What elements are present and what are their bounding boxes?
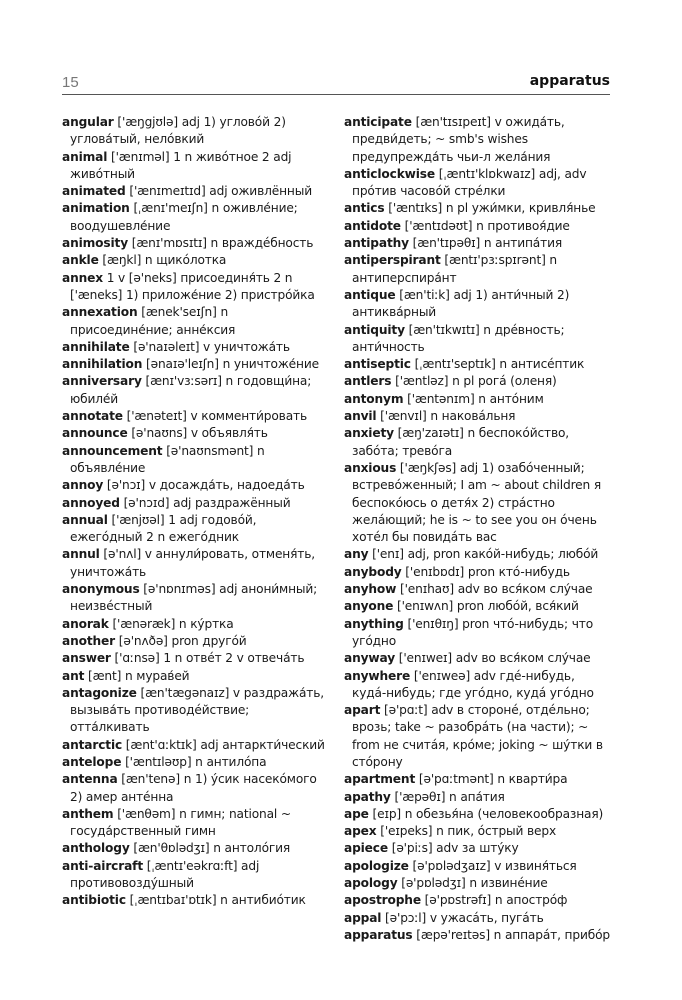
entry-headword: antagonize xyxy=(62,685,137,700)
entry-headword: announcement xyxy=(62,443,163,458)
entry-transcription: [æn'tɪpəθɪ] xyxy=(408,236,481,251)
entry-definition: adj оживлённый xyxy=(205,184,312,199)
entry-definition: 1 n отвéт 2 v отвеча́ть xyxy=(159,651,305,666)
entry-transcription: [ə'pɑːt] xyxy=(380,703,428,718)
entry-headword: apartment xyxy=(344,772,416,787)
entry-transcription: ['æntənɪm] xyxy=(403,391,475,406)
entry-definition: n уничтоже́ние xyxy=(218,357,319,372)
dictionary-entry xyxy=(62,408,328,425)
entry-headword: annul xyxy=(62,547,100,562)
entry-headword: anyone xyxy=(344,599,394,614)
dictionary-entry xyxy=(344,668,610,703)
dictionary-entry xyxy=(344,460,610,546)
dictionary-entry xyxy=(62,183,328,200)
dictionary-entry xyxy=(344,892,610,909)
entry-headword: annihilate xyxy=(62,339,130,354)
entry-transcription: ['ænəræk] xyxy=(108,616,176,631)
entry-transcription: [ə'nɔɪ] xyxy=(103,478,146,493)
entry-definition: n антисéптик xyxy=(495,357,585,372)
entry-headword: anywhere xyxy=(344,668,411,683)
entry-headword: ape xyxy=(344,806,369,821)
entry-definition: n pl рогá (оленя) xyxy=(448,374,557,389)
dictionary-entry xyxy=(344,789,610,806)
entry-headword: anvil xyxy=(344,409,377,424)
entry-definition: v раздража́ть, вызыва́ть противодéйствие; отта́лкивать xyxy=(70,685,324,735)
dictionary-entry xyxy=(344,252,610,287)
entry-headword: antidote xyxy=(344,218,401,233)
entry-transcription: ['ænθəm] xyxy=(113,806,176,821)
entry-transcription: [æn'tɪsɪpeɪt] xyxy=(411,115,491,129)
entry-definition: n антибиóтик xyxy=(216,893,306,908)
dictionary-entry xyxy=(62,339,328,356)
dictionary-entry xyxy=(62,356,328,373)
entry-definition: adv во вся́ком слу́чае xyxy=(453,582,593,597)
entry-headword: answer xyxy=(62,651,111,666)
entry-headword: antiperspirant xyxy=(344,253,441,268)
entry-transcription: ['æntləz] xyxy=(391,374,449,389)
entry-headword: annoyed xyxy=(62,495,120,510)
entry-headword: anthem xyxy=(62,806,114,821)
entry-headword: antique xyxy=(344,287,396,302)
entry-headword: anxiety xyxy=(344,426,394,441)
entry-headword: antics xyxy=(344,201,385,216)
dictionary-entry xyxy=(344,598,610,615)
dictionary-entry xyxy=(344,408,610,425)
entry-definition: n антиперспира́нт xyxy=(352,253,557,285)
entry-headword: anonymous xyxy=(62,582,140,597)
entry-definition: pron другóй xyxy=(167,633,247,648)
entry-headword: ankle xyxy=(62,253,99,268)
dictionary-entry xyxy=(344,356,610,373)
dictionary-entry xyxy=(62,840,328,857)
entry-transcription: ['ænjʊəl] xyxy=(107,512,165,527)
entry-definition: 1 adj годовóй, ежегóдный 2 n ежегóдник xyxy=(70,512,257,545)
entry-headword: anti-aircraft xyxy=(62,858,144,873)
entry-transcription: ['eɪpeks] xyxy=(376,824,433,839)
entry-definition: adj 1) озабóченный; встревóженный; I am ~ about children я беспокóюсь о детя́х 2) стрáстно желáющий; he is ~ to see you он óчень хотéл бы повидáть вас xyxy=(352,460,602,545)
entry-transcription: [ə'nʌl] xyxy=(99,547,142,562)
dictionary-entry xyxy=(344,235,610,252)
entry-definition: v уничтожа́ть xyxy=(199,339,290,354)
dictionary-entry xyxy=(62,149,328,184)
entry-definition: присоединя́ть 2 n ['æneks] 1) приложе́ние 2) пристрóйка xyxy=(70,270,315,302)
entry-transcription: ['enɪweɪ] xyxy=(395,651,452,666)
dictionary-entry xyxy=(62,771,328,806)
entry-transcription: [ˌæntɪ'klɒkwaɪz] xyxy=(435,166,536,181)
entry-headword: any xyxy=(344,547,369,562)
entry-definition: n щикóлотка xyxy=(141,253,227,268)
entry-transcription: [ə'pɒstrəfɪ] xyxy=(420,893,492,908)
entry-headword: annex xyxy=(62,270,103,285)
entry-transcription: [æŋkl] xyxy=(98,253,142,268)
entry-transcription: [æn'θɒlədʒɪ] xyxy=(129,841,210,856)
entry-definition: n апострóф xyxy=(491,893,568,908)
entry-headword: annexation xyxy=(62,305,138,320)
entry-transcription: [ə'pɑːtmənt] xyxy=(415,772,494,787)
dictionary-entry xyxy=(344,287,610,322)
dictionary-column-left xyxy=(62,114,328,910)
entry-transcription: [ˌæntɪ'eəkrɑːft] xyxy=(143,858,238,873)
entry-headword: anthology xyxy=(62,841,130,856)
entry-definition: adj, adv прóтив часовóй стрéлки xyxy=(352,166,587,199)
entry-definition: v аннули́ровать, отменя́ть, уничтожа́ть xyxy=(70,547,316,579)
entry-transcription: 1 v [ə'neks] xyxy=(102,270,177,285)
entry-definition: n годовщи́на; юбиле́й xyxy=(70,374,312,406)
dictionary-entry xyxy=(344,771,610,788)
entry-definition: n наковáльня xyxy=(426,409,516,424)
entry-definition: n противоя́дие xyxy=(472,218,570,233)
entry-definition: n кýртка xyxy=(175,616,234,631)
entry-definition: n антипа́тия xyxy=(480,236,563,251)
entry-transcription: ['æŋkʃəs] xyxy=(396,460,457,475)
dictionary-entry xyxy=(344,840,610,857)
entry-definition: n мурав́ей xyxy=(121,668,190,683)
dictionary-entry xyxy=(344,322,610,357)
entry-transcription: ['æpəθɪ] xyxy=(390,789,446,804)
entry-definition: n pl ужи́мки, кривля́нье xyxy=(442,201,596,216)
dictionary-entry xyxy=(62,737,328,754)
entry-headword: anybody xyxy=(344,564,402,579)
dictionary-entry xyxy=(62,304,328,339)
entry-transcription: ['æntɪləʊp] xyxy=(121,754,192,769)
entry-transcription: [æpə'reɪtəs] xyxy=(412,927,490,942)
entry-transcription: ['ɑːnsə] xyxy=(110,651,160,666)
entry-definition: n обезья́на (человекообразная) xyxy=(401,806,604,821)
entry-transcription: [ænek'seɪʃn] xyxy=(137,305,217,320)
dictionary-entry xyxy=(344,564,610,581)
dictionary-entry xyxy=(62,252,328,269)
dictionary-column-right xyxy=(344,114,610,944)
dictionary-entry xyxy=(62,114,328,149)
dictionary-entry xyxy=(62,754,328,771)
entry-definition: n апа́тия xyxy=(445,789,505,804)
entry-transcription: [ə'naʊnsmənt] xyxy=(162,443,254,458)
entry-headword: annoy xyxy=(62,478,104,493)
entry-definition: pron чтó-нибудь; что угóдно xyxy=(352,616,594,648)
dictionary-entry xyxy=(344,927,610,944)
dictionary-entry xyxy=(62,616,328,633)
entry-transcription: [ənaɪə'leɪʃn] xyxy=(142,357,219,372)
page-header xyxy=(62,72,610,98)
entry-definition: n оживле́ние; воодушевле́ние xyxy=(70,201,298,233)
entry-headword: apathy xyxy=(344,789,391,804)
entry-headword: anorak xyxy=(62,616,109,631)
entry-headword: anticlockwise xyxy=(344,166,436,181)
dictionary-entry xyxy=(344,702,610,771)
dictionary-entry xyxy=(62,425,328,442)
entry-transcription: ['enɪweə] xyxy=(410,668,471,683)
dictionary-entry xyxy=(344,823,610,840)
dictionary-entry xyxy=(62,581,328,616)
entry-definition: adv в сторонé, отдéльно; врозь; take ~ разобрáть (на части); ~ from не считáя, крóме; joking ~ шýтки в стóрону xyxy=(352,703,603,769)
entry-transcription: ['ænvɪl] xyxy=(376,409,427,424)
entry-headword: anyway xyxy=(344,651,395,666)
entry-transcription: [ə'nɒnɪməs] xyxy=(139,582,216,597)
entry-transcription: [eɪp] xyxy=(368,806,402,821)
entry-transcription: [æn'tɪkwɪtɪ] xyxy=(404,322,480,337)
entry-definition: v комменти́ровать xyxy=(186,409,307,424)
entry-transcription: [æn'tenə] xyxy=(117,772,180,787)
entry-definition: adj противовоздýшный xyxy=(70,858,260,891)
entry-definition: v объявля́ть xyxy=(187,426,268,441)
entry-transcription: [æŋ'zaɪətɪ] xyxy=(393,426,464,441)
entry-definition: adj, pron какóй-нибудь; любóй xyxy=(403,547,599,562)
entry-transcription: [ə'pɒlədʒɪ] xyxy=(397,876,466,891)
entry-headword: anything xyxy=(344,616,404,631)
entry-definition: adj антаркти́ческий xyxy=(196,737,325,752)
entry-transcription: [ə'piːs] xyxy=(387,841,433,856)
entry-definition: pron ктó-нибудь xyxy=(464,564,570,579)
entry-definition: n 1) ýсик насекóмого 2) амер антéнна xyxy=(70,772,317,804)
entry-definition: adj анони́мный; неизвéстный xyxy=(70,582,318,614)
entry-headword: antiquity xyxy=(344,322,405,337)
dictionary-entry xyxy=(62,633,328,650)
entry-headword: animal xyxy=(62,149,108,164)
entry-headword: animation xyxy=(62,201,130,216)
entry-transcription: [ə'pɒlədʒaɪz] xyxy=(408,858,491,873)
entry-transcription: [ˌæntɪbaɪ'ɒtɪk] xyxy=(125,893,217,908)
entry-transcription: ['enɪwʌn] xyxy=(393,599,454,614)
entry-definition: adj 1) анти́чный 2) антиква́рный xyxy=(352,287,570,320)
entry-headword: announce xyxy=(62,426,128,441)
dictionary-entry xyxy=(62,512,328,547)
entry-transcription: [ə'naʊns] xyxy=(127,426,188,441)
page-number: 15 xyxy=(62,74,79,91)
dictionary-entry xyxy=(344,806,610,823)
entry-definition: adj 1) угловóй 2) углова́тый, нелóвкий xyxy=(70,115,286,147)
dictionary-entry xyxy=(344,616,610,651)
entry-headword: annihilation xyxy=(62,357,143,372)
entry-transcription: [æn'tægənaɪz] xyxy=(136,685,230,700)
header-rule xyxy=(62,94,610,95)
dictionary-entry xyxy=(62,443,328,478)
entry-transcription: ['enɪ] xyxy=(368,547,404,562)
entry-definition: n беспокóйство, забóта; тревóга xyxy=(352,426,570,458)
dictionary-entry xyxy=(344,200,610,217)
entry-headword: anyhow xyxy=(344,582,397,597)
dictionary-entry xyxy=(344,546,610,563)
dictionary-entry xyxy=(62,858,328,893)
entry-definition: n присоедине́ние; анне́ксия xyxy=(70,305,236,337)
entry-headword: apology xyxy=(344,876,398,891)
entry-transcription: ['ænəteɪt] xyxy=(122,409,187,424)
entry-headword: apparatus xyxy=(344,927,413,942)
entry-definition: n дрéвность; анти́чность xyxy=(352,322,565,354)
dictionary-entry xyxy=(62,477,328,494)
entry-definition: n извинéние xyxy=(465,876,548,891)
dictionary-entry xyxy=(344,910,610,927)
running-head: apparatus xyxy=(529,73,610,89)
entry-definition: n пик, óстрый верх xyxy=(432,824,557,839)
dictionary-entry xyxy=(344,650,610,667)
entry-transcription: [ænt] xyxy=(84,668,122,683)
entry-headword: anticipate xyxy=(344,115,412,129)
entry-definition: 1 n живóтное 2 adj живóтный xyxy=(70,149,292,181)
entry-transcription: ['æŋgjʊlə] xyxy=(113,115,178,129)
entry-headword: apex xyxy=(344,824,377,839)
entry-headword: apiece xyxy=(344,841,388,856)
entry-headword: annotate xyxy=(62,409,123,424)
entry-definition: adv во вся́ком слу́чае xyxy=(451,651,591,666)
dictionary-entry xyxy=(62,668,328,685)
dictionary-entry xyxy=(344,581,610,598)
entry-headword: anxious xyxy=(344,460,397,475)
entry-definition: pron любóй, вся́кий xyxy=(453,599,579,614)
entry-headword: another xyxy=(62,633,116,648)
dictionary-entry xyxy=(344,218,610,235)
entry-transcription: ['æntɪks] xyxy=(384,201,443,216)
entry-transcription: [ə'naɪəleɪt] xyxy=(129,339,200,354)
entry-transcription: [ə'nɔɪd] xyxy=(119,495,170,510)
entry-transcription: ['enɪbɒdɪ] xyxy=(401,564,465,579)
entry-transcription: [ænɪ'mɒsɪtɪ] xyxy=(128,236,207,251)
entry-definition: n антолóгия xyxy=(209,841,291,856)
dictionary-entry xyxy=(344,858,610,875)
dictionary-entry xyxy=(344,875,610,892)
entry-headword: annual xyxy=(62,512,108,527)
dictionary-entry xyxy=(62,806,328,841)
entry-transcription: ['ænɪməl] xyxy=(107,149,170,164)
entry-headword: apart xyxy=(344,703,381,718)
dictionary-entry xyxy=(62,650,328,667)
dictionary-entry xyxy=(62,546,328,581)
entry-headword: antenna xyxy=(62,772,118,787)
entry-transcription: [ə'pɔːl] xyxy=(381,910,427,925)
entry-headword: animosity xyxy=(62,236,129,251)
entry-transcription: [ə'nʌðə] xyxy=(115,633,168,648)
dictionary-entry xyxy=(62,495,328,512)
entry-headword: antibiotic xyxy=(62,893,126,908)
dictionary-entry xyxy=(344,166,610,201)
entry-definition: v ожида́ть, предви́деть; ~ smb's wishes предупрежда́ть чьи-л жела́ния xyxy=(352,115,565,164)
entry-headword: antarctic xyxy=(62,737,123,752)
entry-headword: antiseptic xyxy=(344,357,411,372)
entry-transcription: ['enɪθɪŋ] xyxy=(403,616,459,631)
entry-headword: appal xyxy=(344,910,382,925)
dictionary-entry xyxy=(344,373,610,390)
entry-definition: adv гдé-нибудь, кудá-нибудь; где угóдно, кудá угóдно xyxy=(352,668,594,700)
entry-definition: n враждéбность xyxy=(206,236,314,251)
entry-definition: n кварти́ра xyxy=(493,772,568,787)
entry-transcription: [ænɪ'vɜːsərɪ] xyxy=(141,374,222,389)
dictionary-entry xyxy=(344,425,610,460)
entry-definition: n аппарáт, прибóр xyxy=(489,927,610,942)
entry-transcription: ['enɪhaʊ] xyxy=(396,582,454,597)
entry-headword: anniversary xyxy=(62,374,142,389)
entry-headword: apologize xyxy=(344,858,409,873)
entry-transcription: [ænt'ɑːktɪk] xyxy=(122,737,197,752)
dictionary-entry xyxy=(344,114,610,166)
entry-definition: adv за штýку xyxy=(432,841,519,856)
entry-transcription: [æntɪ'pɜːspɪrənt] xyxy=(440,253,546,268)
dictionary-entry xyxy=(62,892,328,909)
entry-definition: n объявле́ние xyxy=(70,443,265,475)
entry-definition: n гимн; national ~ госуда́рственный гимн xyxy=(70,806,291,839)
entry-definition: adj раздражённый xyxy=(169,495,291,510)
entry-definition: v ужасáть, пугáть xyxy=(426,910,544,925)
entry-transcription: [ˌænɪ'meɪʃn] xyxy=(129,201,208,216)
entry-headword: antlers xyxy=(344,374,392,389)
entry-headword: apostrophe xyxy=(344,893,421,908)
entry-definition: n антилóпа xyxy=(191,754,267,769)
entry-transcription: ['æntɪdəʊt] xyxy=(400,218,473,233)
entry-definition: n антóним xyxy=(474,391,544,406)
entry-transcription: [ˌæntɪ'septɪk] xyxy=(410,357,496,372)
dictionary-entry xyxy=(62,235,328,252)
dictionary-entry xyxy=(344,391,610,408)
dictionary-entry xyxy=(62,685,328,737)
entry-headword: antipathy xyxy=(344,236,409,251)
entry-headword: antelope xyxy=(62,754,122,769)
entry-headword: ant xyxy=(62,668,85,683)
entry-definition: v извиня́ться xyxy=(490,858,577,873)
entry-transcription: [æn'tiːk] xyxy=(395,287,450,302)
entry-headword: animated xyxy=(62,184,126,199)
dictionary-entry xyxy=(62,373,328,408)
dictionary-entry xyxy=(62,200,328,235)
entry-definition: v досажда́ть, надоеда́ть xyxy=(145,478,305,493)
entry-headword: antonym xyxy=(344,391,404,406)
entry-headword: angular xyxy=(62,115,114,129)
dictionary-entry xyxy=(62,270,328,305)
entry-transcription: ['ænɪmeɪtɪd] xyxy=(125,184,206,199)
